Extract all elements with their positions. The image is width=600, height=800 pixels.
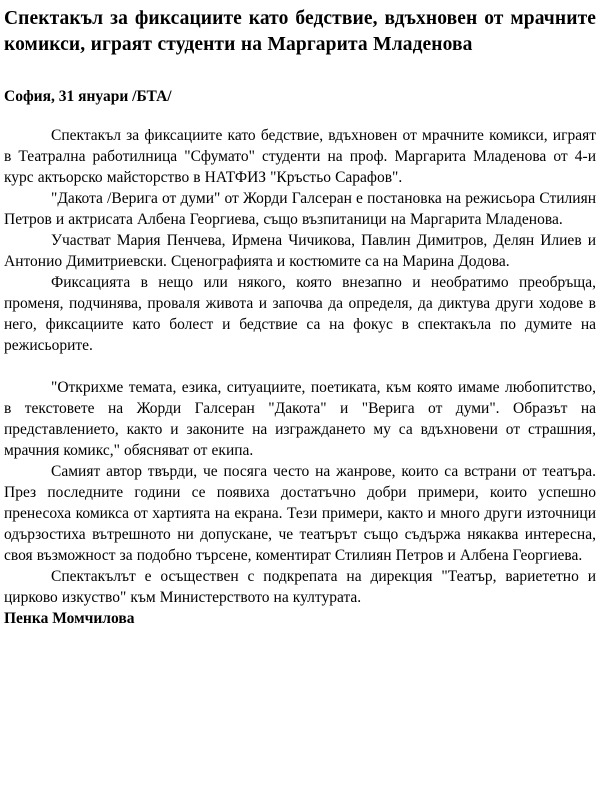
body-paragraph: Спектакълът е осъществен с подкрепата на дирекция "Театър, вариететно и цирково изкуство" към Министерството на културата.: [4, 568, 596, 606]
article-body: [4, 125, 596, 629]
body-paragraph: Самият автор твърди, че посяга често на жанрове, които са встрани от театъра. През последните години се появиха достатъчно добри примери, които успешно пренесоха комикса от хартията на екрана. Тези примери, както и много други източници одързостиха вътрешното ни допускане, че театърът също съдържа някаква интересна, своя възможност за подобно търсене, коментират Стилиян Петров и Албена Георгиева.: [4, 463, 596, 564]
body-paragraph: "Открихме темата, езика, ситуациите, поетиката, към която имаме любопитство, в текстовете на Жорди Галсеран "Дакота" и "Верига от думи". Образът на представлението, както и законите на изграждането му са вдъхновени от страшния, мрачния комикс," обясняват от екипа.: [4, 379, 596, 459]
page-title: Спектакъл за фиксациите като бедствие, вдъхновен от мрачните комикси, играят студенти на Маргарита Младенова: [4, 8, 596, 55]
body-paragraph: Фиксацията в нещо или някого, която внезапно и необратимо преобръща, променя, подчинява, проваля живота и започва да определя, да диктува други ходове в него, фиксациите като болест и бедствие са на фокус в спектакъла по думите на режисьорите.: [4, 274, 596, 354]
body-paragraph: "Дакота /Верига от думи" от Жорди Галсеран е постановка на режисьора Стилиян Петров и актрисата Албена Георгиева, също възпитаници на Маргарита Младенова.: [4, 190, 596, 228]
body-paragraph: Спектакъл за фиксациите като бедствие, вдъхновен от мрачните комикси, играят в Театрална работилница "Сфумато" студенти на проф. Маргарита Младенова от 4-и курс актьорско майсторство в НАТФИЗ "Кръстьо Сарафов".: [4, 127, 596, 186]
body-paragraph: Участват Мария Пенчева, Ирмена Чичикова, Павлин Димитров, Делян Илиев и Антонио Димитриевски. Сценографията и костюмите са на Марина Додова.: [4, 232, 596, 270]
dateline: София, 31 януари /БТА/: [4, 88, 172, 105]
author-signature: Пенка Момчилова: [4, 610, 135, 627]
